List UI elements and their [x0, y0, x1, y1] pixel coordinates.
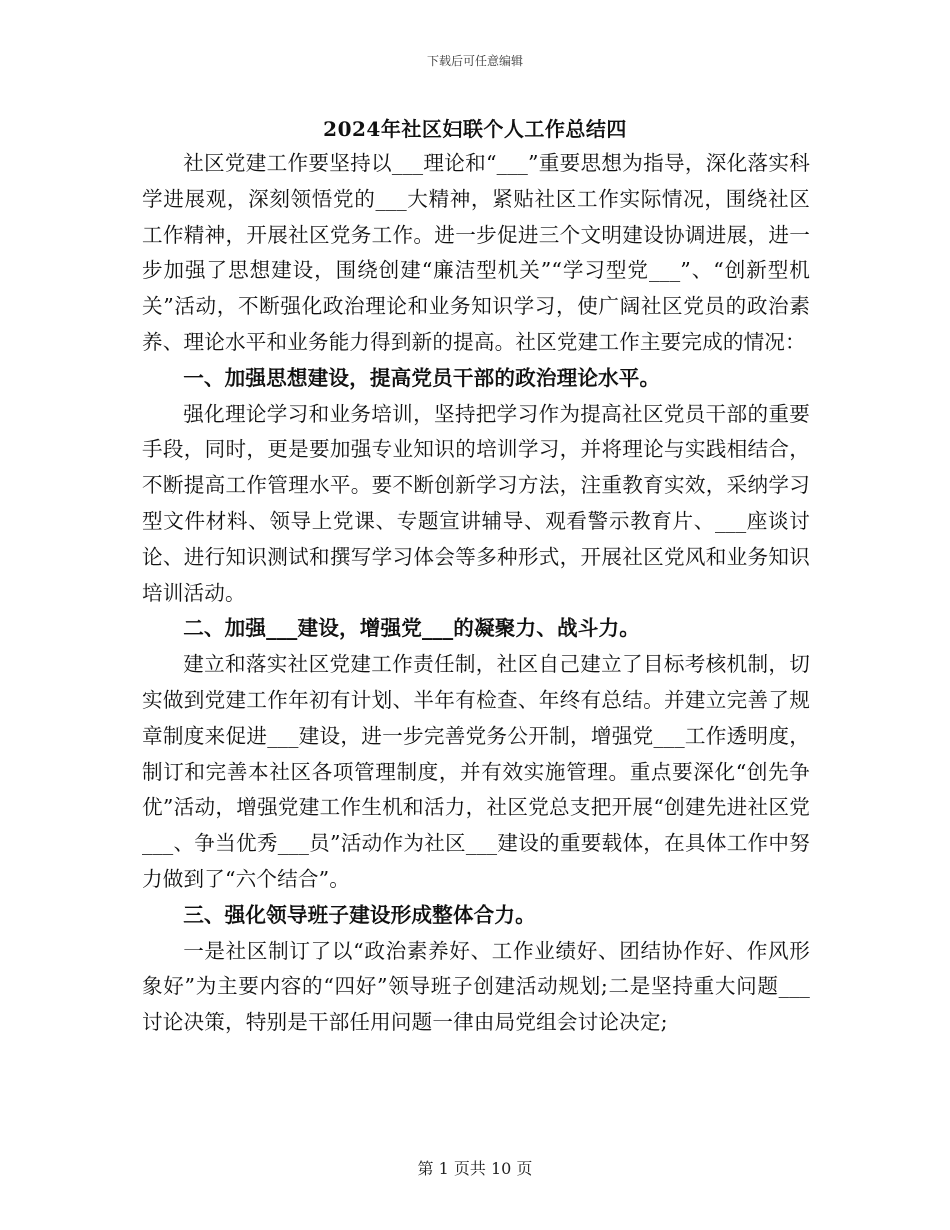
section-heading-2: 二、加强___建设，增强党___的凝聚力、战斗力。 — [183, 616, 640, 641]
section-heading-3: 三、强化领导班子建设形成整体合力。 — [183, 902, 536, 927]
document-title: 2024年社区妇联个人工作总结四 — [323, 117, 627, 141]
document-body — [142, 146, 810, 1041]
page-number-footer: 第 1 页共 10 页 — [417, 1159, 533, 1178]
header-note: 下载后可任意编辑 — [426, 54, 523, 68]
paragraph-intro: 社区党建工作要坚持以___理论和“___”重要思想为指导，深化落实科学进展观，深刻领悟党的___大精神，紧贴社区工作实际情况，围绕社区工作精神，开展社区党务工作。进一步促进三个文明建设协调进展，进一步加强了思想建设，围绕创建“廉洁型机关”“学习型党___”、“创新型机关”活动，不断强化政治理论和业务知识学习，使广阔社区党员的政治素养、理论水平和业务能力得到新的提高。社区党建工作主要完成的情况： — [142, 151, 810, 354]
paragraph-section-2: 建立和落实社区党建工作责任制，社区自己建立了目标考核机制，切实做到党建工作年初有计划、半年有检查、年终有总结。并建立完善了规章制度来促进___建设，进一步完善党务公开制，增强党___工作透明度，制订和完善本社区各项管理制度，并有效实施管理。重点要深化“创先争优”活动，增强党建工作生机和活力，社区党总支把开展“创建先进社区党___、争当优秀___员”活动作为社区___建设的重要载体，在具体工作中努力做到了“六个结合”。 — [142, 652, 810, 891]
paragraph-section-3: 一是社区制订了以“政治素养好、工作业绩好、团结协作好、作风形象好”为主要内容的“四好”领导班子创建活动规划;二是坚持重大问题___讨论决策，特别是干部任用问题一律由局党组会讨论决定; — [142, 938, 810, 1035]
section-heading-1: 一、加强思想建设，提高党员干部的政治理论水平。 — [183, 365, 661, 390]
paragraph-section-1: 强化理论学习和业务培训，坚持把学习作为提高社区党员干部的重要手段，同时，更是要加强专业知识的培训学习，并将理论与实践相结合，不断提高工作管理水平。要不断创新学习方法，注重教育实效，采纳学习型文件材料、领导上党课、专题宣讲辅导、观看警示教育片、___座谈讨论、进行知识测试和撰写学习体会等多种形式，开展社区党风和业务知识培训活动。 — [142, 401, 810, 605]
